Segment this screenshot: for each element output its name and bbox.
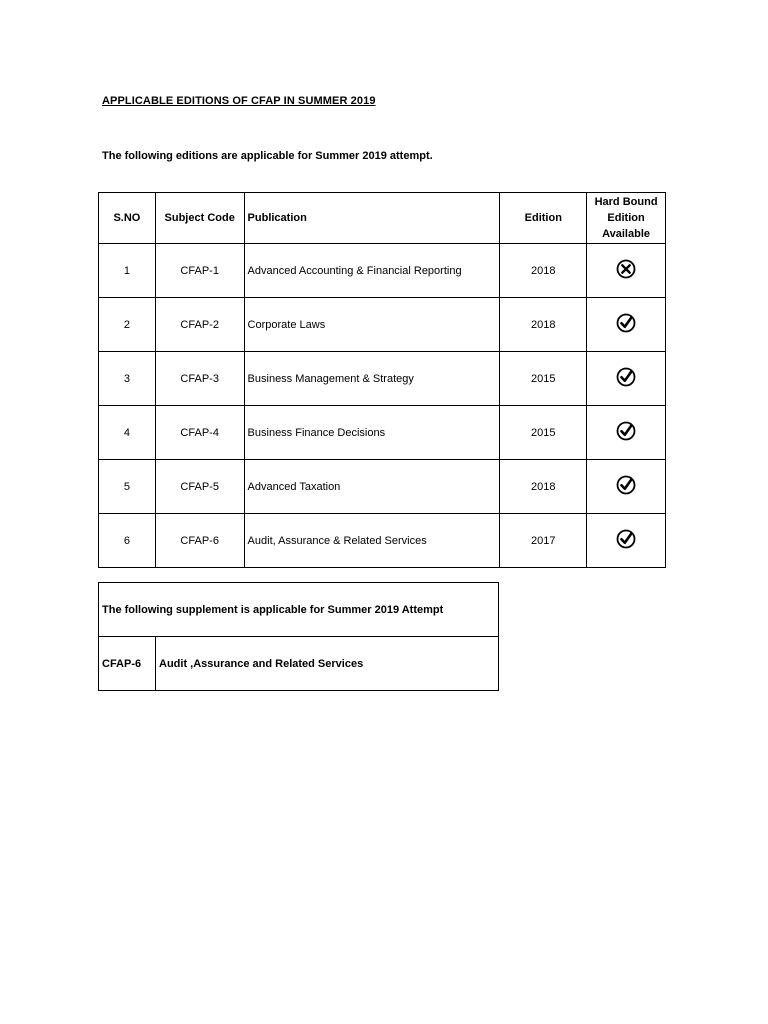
- cell-subject-code: CFAP-3: [155, 352, 244, 406]
- cell-sno: 2: [99, 298, 156, 352]
- cell-sno: 3: [99, 352, 156, 406]
- cell-edition: 2018: [500, 460, 587, 514]
- table-row: [99, 244, 666, 298]
- table-row: [99, 514, 666, 568]
- cell-publication: Corporate Laws: [244, 298, 500, 352]
- header-hard-bound-line3: Available: [602, 228, 651, 240]
- cell-subject-code: CFAP-1: [155, 244, 244, 298]
- header-hard-bound: [587, 193, 666, 244]
- supplement-table: [98, 582, 499, 691]
- cell-subject-code: CFAP-4: [155, 406, 244, 460]
- table-row: [99, 352, 666, 406]
- cell-publication: Business Management & Strategy: [244, 352, 500, 406]
- document-subtitle: The following editions are applicable for Summer 2019 attempt.: [102, 150, 433, 162]
- header-hard-bound-line2: Edition: [607, 212, 645, 224]
- cell-sno: 4: [99, 406, 156, 460]
- supplement-row: [99, 637, 499, 691]
- cell-hard-bound: [587, 298, 666, 352]
- cell-hard-bound: [587, 244, 666, 298]
- cell-edition: 2017: [500, 514, 587, 568]
- cell-hard-bound: [587, 460, 666, 514]
- supplement-code: CFAP-6: [99, 637, 156, 691]
- cell-sno: 6: [99, 514, 156, 568]
- check-circle-icon: [615, 420, 637, 442]
- check-circle-icon: [615, 528, 637, 550]
- check-circle-icon: [615, 312, 637, 334]
- table-row: [99, 406, 666, 460]
- header-hard-bound-line1: Hard Bound: [594, 196, 658, 208]
- cell-publication: Advanced Accounting & Financial Reporting: [244, 244, 500, 298]
- cell-publication: Advanced Taxation: [244, 460, 500, 514]
- supplement-heading: The following supplement is applicable for Summer 2019 Attempt: [99, 583, 499, 637]
- cell-hard-bound: [587, 406, 666, 460]
- table-row: [99, 460, 666, 514]
- cell-edition: 2018: [500, 298, 587, 352]
- cell-publication: Business Finance Decisions: [244, 406, 500, 460]
- cell-publication: Audit, Assurance & Related Services: [244, 514, 500, 568]
- editions-table: [98, 192, 666, 568]
- table-row: [99, 298, 666, 352]
- cell-edition: 2018: [500, 244, 587, 298]
- supplement-title: Audit ,Assurance and Related Services: [156, 637, 499, 691]
- check-circle-icon: [615, 366, 637, 388]
- supplement-heading-row: [99, 583, 499, 637]
- header-sno: S.NO: [99, 193, 156, 244]
- cell-edition: 2015: [500, 406, 587, 460]
- cell-hard-bound: [587, 514, 666, 568]
- cell-edition: 2015: [500, 352, 587, 406]
- header-publication: Publication: [244, 193, 500, 244]
- cell-sno: 5: [99, 460, 156, 514]
- cell-subject-code: CFAP-2: [155, 298, 244, 352]
- header-edition: Edition: [500, 193, 587, 244]
- cell-sno: 1: [99, 244, 156, 298]
- cross-circle-icon: [615, 258, 637, 280]
- header-subject-code: Subject Code: [155, 193, 244, 244]
- table-header-row: [99, 193, 666, 244]
- document-title: APPLICABLE EDITIONS OF CFAP IN SUMMER 2019: [102, 95, 376, 107]
- cell-subject-code: CFAP-5: [155, 460, 244, 514]
- cell-hard-bound: [587, 352, 666, 406]
- check-circle-icon: [615, 474, 637, 496]
- cell-subject-code: CFAP-6: [155, 514, 244, 568]
